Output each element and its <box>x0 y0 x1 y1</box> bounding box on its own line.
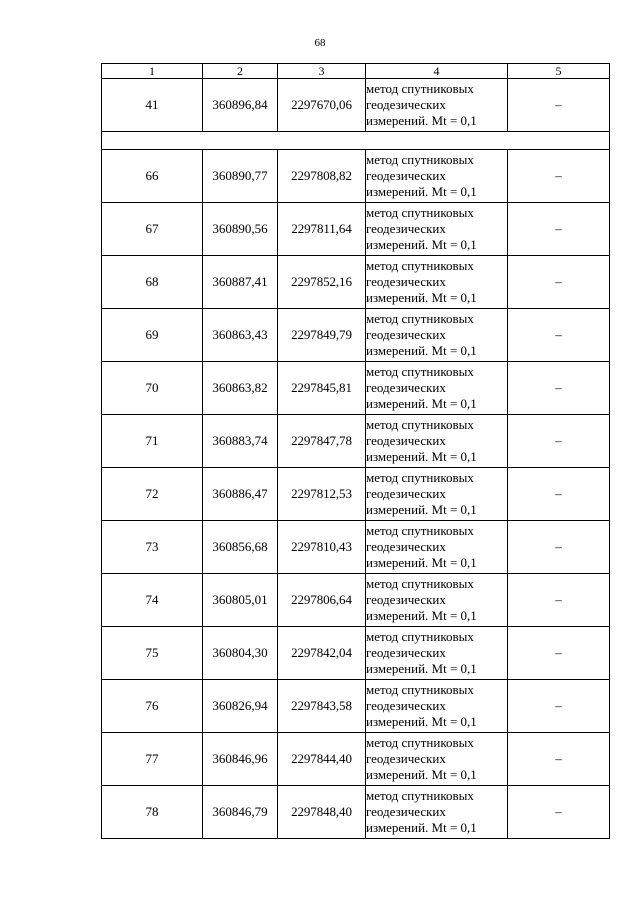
header-col-5: 5 <box>508 64 610 79</box>
separator-cell <box>102 132 610 150</box>
error-dash: – <box>508 150 610 203</box>
point-number: 72 <box>102 468 203 521</box>
method-cell <box>366 786 508 839</box>
error-dash: – <box>508 521 610 574</box>
coord-y: 2297670,06 <box>278 79 366 132</box>
error-dash: – <box>508 203 610 256</box>
coord-y: 2297845,81 <box>278 362 366 415</box>
table-body <box>102 64 610 839</box>
method-cell <box>366 521 508 574</box>
table-row <box>102 627 610 680</box>
coord-x: 360887,41 <box>203 256 278 309</box>
method-line: геодезических <box>366 168 446 183</box>
method-cell <box>366 256 508 309</box>
coord-x: 360826,94 <box>203 680 278 733</box>
method-line: геодезических <box>366 97 446 112</box>
method-line: измерений. Mt = 0,1 <box>366 184 477 199</box>
coord-y: 2297842,04 <box>278 627 366 680</box>
point-number: 76 <box>102 680 203 733</box>
separator-row <box>102 132 610 150</box>
header-col-2: 2 <box>203 64 278 79</box>
method-line: измерений. Mt = 0,1 <box>366 113 477 128</box>
coord-x: 360856,68 <box>203 521 278 574</box>
coord-y: 2297849,79 <box>278 309 366 362</box>
method-line: метод спутниковых <box>366 523 474 538</box>
method-cell <box>366 733 508 786</box>
method-line: геодезических <box>366 804 446 819</box>
table-row <box>102 256 610 309</box>
method-line: измерений. Mt = 0,1 <box>366 820 477 835</box>
method-line: метод спутниковых <box>366 576 474 591</box>
method-line: геодезических <box>366 433 446 448</box>
error-dash: – <box>508 786 610 839</box>
method-line: метод спутниковых <box>366 788 474 803</box>
method-line: геодезических <box>366 274 446 289</box>
header-col-3: 3 <box>278 64 366 79</box>
coord-y: 2297808,82 <box>278 150 366 203</box>
method-line: геодезических <box>366 751 446 766</box>
error-dash: – <box>508 627 610 680</box>
point-number: 70 <box>102 362 203 415</box>
coord-x: 360886,47 <box>203 468 278 521</box>
table-row <box>102 786 610 839</box>
method-line: измерений. Mt = 0,1 <box>366 449 477 464</box>
method-line: метод спутниковых <box>366 152 474 167</box>
coord-x: 360896,84 <box>203 79 278 132</box>
table-row <box>102 680 610 733</box>
coord-x: 360883,74 <box>203 415 278 468</box>
method-line: измерений. Mt = 0,1 <box>366 608 477 623</box>
method-cell <box>366 362 508 415</box>
method-cell <box>366 680 508 733</box>
method-line: измерений. Mt = 0,1 <box>366 343 477 358</box>
method-line: измерений. Mt = 0,1 <box>366 767 477 782</box>
coord-y: 2297852,16 <box>278 256 366 309</box>
table-row <box>102 733 610 786</box>
method-line: метод спутниковых <box>366 364 474 379</box>
method-line: метод спутниковых <box>366 682 474 697</box>
method-cell <box>366 309 508 362</box>
method-line: метод спутниковых <box>366 470 474 485</box>
method-line: геодезических <box>366 698 446 713</box>
point-number: 71 <box>102 415 203 468</box>
coord-y: 2297811,64 <box>278 203 366 256</box>
method-line: метод спутниковых <box>366 629 474 644</box>
coord-y: 2297843,58 <box>278 680 366 733</box>
table-row <box>102 309 610 362</box>
error-dash: – <box>508 733 610 786</box>
coordinates-table <box>101 63 610 839</box>
method-line: измерений. Mt = 0,1 <box>366 714 477 729</box>
coord-x: 360863,43 <box>203 309 278 362</box>
method-cell <box>366 79 508 132</box>
method-line: метод спутниковых <box>366 735 474 750</box>
table-row <box>102 203 610 256</box>
header-col-4: 4 <box>366 64 508 79</box>
method-line: метод спутниковых <box>366 205 474 220</box>
coord-x: 360804,30 <box>203 627 278 680</box>
coord-x: 360890,56 <box>203 203 278 256</box>
table-row <box>102 521 610 574</box>
method-line: геодезических <box>366 327 446 342</box>
method-cell <box>366 574 508 627</box>
method-line: метод спутниковых <box>366 311 474 326</box>
method-line: измерений. Mt = 0,1 <box>366 502 477 517</box>
method-line: измерений. Mt = 0,1 <box>366 290 477 305</box>
header-row <box>102 64 610 79</box>
method-cell <box>366 150 508 203</box>
point-number: 66 <box>102 150 203 203</box>
method-line: геодезических <box>366 592 446 607</box>
method-line: геодезических <box>366 221 446 236</box>
method-cell <box>366 468 508 521</box>
coord-x: 360805,01 <box>203 574 278 627</box>
error-dash: – <box>508 680 610 733</box>
method-line: геодезических <box>366 645 446 660</box>
coord-x: 360863,82 <box>203 362 278 415</box>
method-cell <box>366 203 508 256</box>
point-number: 73 <box>102 521 203 574</box>
method-line: геодезических <box>366 380 446 395</box>
table-row <box>102 415 610 468</box>
point-number: 68 <box>102 256 203 309</box>
coord-y: 2297806,64 <box>278 574 366 627</box>
point-number: 78 <box>102 786 203 839</box>
error-dash: – <box>508 79 610 132</box>
coord-y: 2297847,78 <box>278 415 366 468</box>
point-number: 75 <box>102 627 203 680</box>
method-line: метод спутниковых <box>366 417 474 432</box>
method-line: измерений. Mt = 0,1 <box>366 661 477 676</box>
coord-y: 2297848,40 <box>278 786 366 839</box>
error-dash: – <box>508 362 610 415</box>
method-cell <box>366 415 508 468</box>
point-number: 69 <box>102 309 203 362</box>
method-line: измерений. Mt = 0,1 <box>366 396 477 411</box>
method-line: метод спутниковых <box>366 258 474 273</box>
method-line: измерений. Mt = 0,1 <box>366 555 477 570</box>
header-col-1: 1 <box>102 64 203 79</box>
coord-x: 360846,96 <box>203 733 278 786</box>
point-number: 77 <box>102 733 203 786</box>
point-number: 67 <box>102 203 203 256</box>
page-number: 68 <box>314 37 326 49</box>
table-row <box>102 574 610 627</box>
point-number: 74 <box>102 574 203 627</box>
table-row <box>102 468 610 521</box>
coord-y: 2297810,43 <box>278 521 366 574</box>
coord-y: 2297812,53 <box>278 468 366 521</box>
method-line: метод спутниковых <box>366 81 474 96</box>
method-line: геодезических <box>366 539 446 554</box>
method-line: геодезических <box>366 486 446 501</box>
error-dash: – <box>508 468 610 521</box>
error-dash: – <box>508 415 610 468</box>
coord-x: 360846,79 <box>203 786 278 839</box>
table-row <box>102 79 610 132</box>
table-row <box>102 362 610 415</box>
error-dash: – <box>508 256 610 309</box>
method-line: измерений. Mt = 0,1 <box>366 237 477 252</box>
coord-y: 2297844,40 <box>278 733 366 786</box>
error-dash: – <box>508 574 610 627</box>
coord-x: 360890,77 <box>203 150 278 203</box>
method-cell <box>366 627 508 680</box>
error-dash: – <box>508 309 610 362</box>
table-row <box>102 150 610 203</box>
point-number: 41 <box>102 79 203 132</box>
